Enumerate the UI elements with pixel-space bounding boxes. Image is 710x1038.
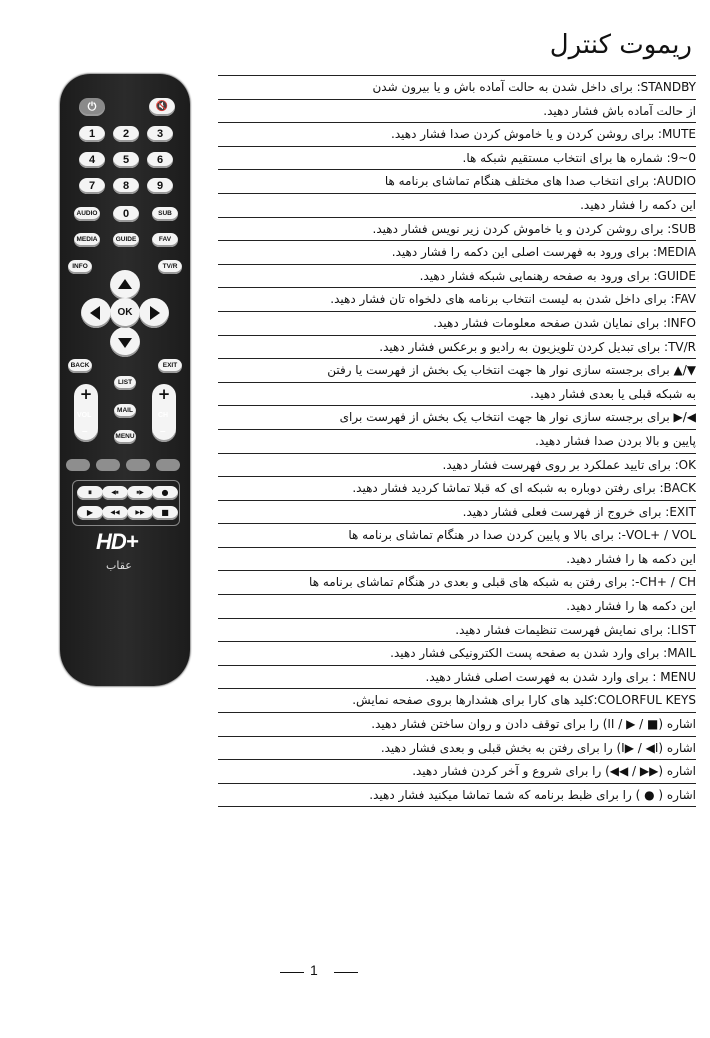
left-button[interactable] [81, 298, 111, 328]
list-item: FAV: برای داخل شدن به لیست انتخاب برنامه های دلخواه تان فشار دهید. [218, 288, 696, 312]
list-item: CH+ / CH-: برای رفتن به شبکه های قبلی و بعدی در هنگام تماشای برنامه ها [218, 571, 696, 595]
num-6-button[interactable]: 6 [147, 152, 173, 168]
right-arrow-icon [139, 298, 169, 328]
info-button[interactable]: INFO [68, 260, 92, 274]
blue-color-key[interactable] [156, 459, 180, 471]
rewind-button[interactable]: ◀◀ [102, 506, 128, 520]
num-1-button[interactable]: 1 [79, 126, 105, 142]
num-7-button[interactable]: 7 [79, 178, 105, 194]
num-4-button[interactable]: 4 [79, 152, 105, 168]
brand-logo: عقاب [106, 559, 132, 572]
vol-minus-icon: – [82, 426, 88, 437]
up-button[interactable] [110, 270, 140, 300]
list-item: پایین و بالا بردن صدا فشار دهید. [218, 430, 696, 454]
num-3-button[interactable]: 3 [147, 126, 173, 142]
list-item: VOL+ / VOL-: برای بالا و پایین کردن صدا در هنگام تماشای برنامه ها [218, 524, 696, 548]
hd-logo: HD+ [96, 529, 138, 554]
page-title: ریموت کنترل [549, 30, 692, 60]
list-item: SUB: برای روشن کردن و یا خاموش کردن زیر نویس فشار دهید. [218, 218, 696, 242]
ch-minus-icon: – [160, 426, 166, 437]
page-number-rule-left [280, 972, 304, 973]
ok-button[interactable]: OK [110, 298, 140, 328]
list-item: ◀/▶ برای برجسته سازی نوار ها جهت انتخاب یک بخش از فهرست برای [218, 406, 696, 430]
list-item: GUIDE: برای ورود به صفحه رهنمایی شبکه فشار دهید. [218, 265, 696, 289]
num-5-button[interactable]: 5 [113, 152, 139, 168]
page-number: 1 [310, 962, 318, 978]
list-item: اشاره (■ / ▶ / II) را برای توقف دادن و روان ساختن فشار دهید. [218, 713, 696, 737]
right-button[interactable] [139, 298, 169, 328]
list-item: COLORFUL KEYS:کلید های کارا برای هشدارها بروی صفحه نمایش. [218, 689, 696, 713]
ch-plus-icon: + [157, 385, 171, 403]
list-item: اشاره ( ● ) را برای ظبط برنامه که شما تماشا میکنید فشار دهید. [218, 784, 696, 808]
list-item: INFO: برای نمایان شدن صفحه معلومات فشار دهید. [218, 312, 696, 336]
list-item: EXIT: برای خروج از فهرست فعلی فشار دهید. [218, 501, 696, 525]
mute-button[interactable]: 🔇 [149, 98, 175, 116]
down-arrow-icon [110, 327, 140, 357]
menu-button[interactable]: MENU [114, 430, 136, 444]
stop-button[interactable]: ■ [152, 506, 178, 520]
num-9-button[interactable]: 9 [147, 178, 173, 194]
exit-button[interactable]: EXIT [158, 359, 182, 373]
list-item: LIST: برای نمایش فهرست تنظیمات فشار دهید. [218, 619, 696, 643]
up-arrow-icon [110, 270, 140, 300]
list-item: به شبکه قبلی یا بعدی فشار دهید. [218, 383, 696, 407]
left-arrow-icon [81, 298, 111, 328]
tvr-button[interactable]: TV/R [158, 260, 182, 274]
list-item: این دکمه ها را فشار دهید. [218, 548, 696, 572]
guide-button[interactable]: GUIDE [113, 233, 139, 247]
list-button[interactable]: LIST [114, 376, 136, 390]
yellow-color-key[interactable] [126, 459, 150, 471]
list-item: 0~9: شماره ها برای انتخاب مستقیم شبکه ها. [218, 147, 696, 171]
list-item: STANDBY: برای داخل شدن به حالت آماده باش و یا بیرون شدن [218, 76, 696, 100]
green-color-key[interactable] [96, 459, 120, 471]
list-item: BACK: برای رفتن دوباره به شبکه ای که قبلا تماشا کردید فشار دهید. [218, 477, 696, 501]
vol-plus-icon: + [79, 385, 93, 403]
page-number-rule-right [334, 972, 358, 973]
list-item: MENU : برای وارد شدن به فهرست اصلی فشار دهید. [218, 666, 696, 690]
list-item: این دکمه را فشار دهید. [218, 194, 696, 218]
prev-button[interactable]: ◀⏸ [102, 486, 128, 500]
list-item: OK: برای تایید عملکرد بر روی فهرست فشار دهید. [218, 454, 696, 478]
list-item: MUTE: برای روشن کردن و یا خاموش کردن صدا فشار دهید. [218, 123, 696, 147]
back-button[interactable]: BACK [68, 359, 92, 373]
down-button[interactable] [110, 327, 140, 357]
ch-label: CH [158, 412, 169, 419]
list-item: TV/R: برای تبدیل کردن تلویزیون به رادیو و برعکس فشار دهید. [218, 336, 696, 360]
pause-button[interactable]: ⏸ [77, 486, 103, 500]
power-button[interactable]: ⏻ [79, 98, 105, 116]
red-color-key[interactable] [66, 459, 90, 471]
list-item: از حالت آماده باش فشار دهید. [218, 100, 696, 124]
sub-button[interactable]: SUB [152, 207, 178, 221]
list-item: این دکمه ها را فشار دهید. [218, 595, 696, 619]
list-item: ▼/▲ برای برجسته سازی نوار ها جهت انتخاب یک بخش از فهرست یا رفتن [218, 359, 696, 383]
num-8-button[interactable]: 8 [113, 178, 139, 194]
fast-forward-button[interactable]: ▶▶ [127, 506, 153, 520]
list-item: اشاره (▶▶ / ◀◀) را برای شروع و آخر کردن فشار دهید. [218, 760, 696, 784]
list-item: MEDIA: برای ورود به فهرست اصلی این دکمه را فشار دهید. [218, 241, 696, 265]
media-button[interactable]: MEDIA [74, 233, 100, 247]
remote-control [60, 74, 190, 686]
num-0-button[interactable]: 0 [113, 206, 139, 222]
instruction-list [218, 75, 696, 807]
list-item: اشاره (I▶ / ◀I) را برای رفتن به بخش قبلی و بعدی فشار دهید. [218, 737, 696, 761]
fav-button[interactable]: FAV [152, 233, 178, 247]
audio-button[interactable]: AUDIO [74, 207, 100, 221]
vol-label: VOL [77, 412, 92, 419]
record-button[interactable]: ● [152, 486, 178, 500]
num-2-button[interactable]: 2 [113, 126, 139, 142]
mail-button[interactable]: MAIL [114, 404, 136, 418]
play-button[interactable]: ▶ [77, 506, 103, 520]
list-item: MAIL: برای وارد شدن به صفحه پست الکترونیکی فشار دهید. [218, 642, 696, 666]
next-button[interactable]: ⏸▶ [127, 486, 153, 500]
list-item: AUDIO: برای انتخاب صدا های مختلف هنگام تماشای برنامه ها [218, 170, 696, 194]
